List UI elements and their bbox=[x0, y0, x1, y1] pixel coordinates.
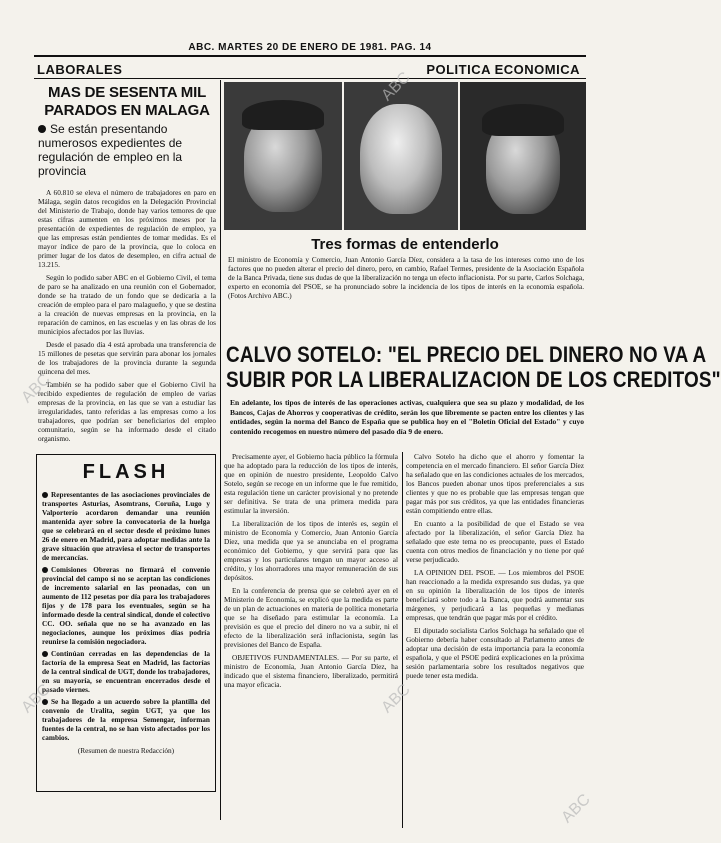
watermark: ABC bbox=[378, 69, 414, 105]
main-column-divider bbox=[402, 452, 403, 828]
photo-caption-title: Tres formas de entenderlo bbox=[311, 236, 499, 253]
flash-item: Se ha llegado a un acuerdo sobre la plantilla del convenio de Uralita, según UGT, ya que los trabajadores de la empresa Semengar, informan fuentes de la central, no se han visto afectados por los cambios. bbox=[42, 697, 210, 742]
photo-caption-body: El ministro de Economía y Comercio, Juan Antonio García Díez, considera a la tasa de los intereses como uno de los factores que no pueden alterar el precio del dinero, pero, en cambio, Rafael Termes, presidente de la Asociación Española de la Banca Privada, tiene sus dudas de que la liberalización no tenga un efecto inflacionista. Por su parte, Carlos Solchaga, experto en economía del PSOE, se ha pronunciado sobre la incidencia de los tipos de interés en la economía española. (Fotos Archivo ABC.) bbox=[228, 256, 584, 300]
watermark: ABC bbox=[558, 791, 594, 827]
paragraph: El diputado socialista Carlos Solchaga ha señalado que el Gobierno debería haber consultado al Parlamento antes de adoptar una decisión de esta importancia para la economía española, y que el PSOE pedirá explicaciones en la próxima sesión parlamentaria sobre los resultados negativos que puede tener esta medida. bbox=[406, 626, 584, 680]
flash-item: Comisiones Obreras no firmará el convenio provincial del campo si no se aceptan las condiciones de incremento salarial en las peonadas, con un aumento de 112 pesetas por día para los trabajadores fijos y de 178 para los eventuales, según se ha informado desde la central sindical, donde el colectivo CC. OO. señala que no se ha avanzado en las negociaciones, aunque los próximos días podría reunirse la comisión negociadora. bbox=[42, 565, 210, 646]
header-rule bbox=[34, 55, 586, 57]
main-headline-line1: CALVO SOTELO: "EL PRECIO DEL DINERO NO VA A bbox=[226, 342, 707, 367]
bullet-icon bbox=[38, 125, 46, 133]
flash-box bbox=[36, 454, 216, 792]
page-header: ABC. MARTES 20 DE ENERO DE 1981. PAG. 14 bbox=[188, 42, 432, 53]
main-article-col2 bbox=[406, 452, 584, 828]
photo-carlos-solchaga bbox=[460, 82, 586, 230]
flash-footer: (Resumen de nuestra Redacción) bbox=[77, 746, 175, 755]
paragraph: LA OPINION DEL PSOE. — Los miembros del PSOE han reaccionado a la medida expresando sus dudas, ya que en su opinión la liberalización de los tipos de interés beneficiará sobre todo a la Banca, que podrá aumentar sus márgenes, y perjudicará a las pequeñas y medianas empresas, que tendrán que pagar más por el crédito. bbox=[406, 568, 584, 622]
main-article-intro: En adelante, los tipos de interés de las operaciones activas, cualquiera que sea su plazo y modalidad, de los Bancos, Cajas de Ahorros y cooperativas de crédito, serán los que libremente se pacten entre los clientes y las entidades, según la norma del Banco de España que se publica hoy en el "Boletín Oficial del Estado" y cuyo contenido recogemos en nuestro número del pasado día 9 de enero. bbox=[230, 398, 584, 436]
paragraph: Desde el pasado día 4 está aprobada una transferencia de 15 millones de pesetas que servirán para abonar los jornales de los trabajadores de la provincia durante la segunda quincena del mes. bbox=[38, 340, 216, 376]
section-label-laborales: LABORALES bbox=[37, 62, 123, 77]
bullet-icon bbox=[42, 492, 48, 498]
paragraph: La liberalización de los tipos de interés es, según el ministro de Economía y Comercio, Juan Antonio García Díez, una medida que ya se anunciaba en el programa económico del Gobierno, y que servirá para que las empresas y los particulares tengan un mayor acceso al crédito, y los ahorradores una mayor remuneración de sus depósitos. bbox=[224, 519, 398, 582]
left-article-headline: MAS DE SESENTA MIL PARADOS EN MALAGA bbox=[44, 84, 210, 119]
bullet-icon bbox=[42, 651, 48, 657]
paragraph: A 60.810 se eleva el número de trabajadores en paro en Málaga, según datos recogidos en la Delegación Provincial del Ministerio de Trabajo, donde hay varios temores de que estas cifras aumenten en los próximos meses por la presentación de expedientes de regulación de empleo, ya que las empresas están pendientes de tomar medidas. Es el mayor índice de paro de la provincia, que lo coloca en primer lugar de los datos de desempleo, en cifra actual de 13.215. bbox=[38, 188, 216, 269]
main-headline-line2: SUBIR POR LA LIBERALIZACION DE LOS CREDITOS" bbox=[226, 367, 721, 392]
left-article-body bbox=[38, 188, 216, 443]
photo-garcia-diez bbox=[224, 82, 342, 230]
paragraph: OBJETIVOS FUNDAMENTALES. — Por su parte, el ministro de Economía, Juan Antonio García Díez, ha indicado que el sistema financiero, liberalizado, permitirá una mayor eficacia. bbox=[224, 653, 398, 689]
paragraph: En la conferencia de prensa que se celebró ayer en el Ministerio de Economía, se explicó que la medida es parte de un plan de actuaciones en materia de política monetaria que se ha diseñado para estimular la economía. La previsión es que el precio del dinero no va a subir, ni el efecto de la liberalización será inflacionista, según las previsiones del Banco de España. bbox=[224, 586, 398, 649]
watermark: ABC bbox=[18, 371, 54, 407]
subhead-text: Se están presentando numerosos expedientes de regulación de empleo en la provincia bbox=[38, 122, 183, 178]
flash-title: FLASH bbox=[82, 461, 170, 483]
section-label-politica-economica: POLITICA ECONOMICA bbox=[426, 62, 580, 77]
paragraph: También se ha podido saber que el Gobierno Civil ha recibido expedientes de regulación de empleo de varias empresas de la provincia, en las que se van a estudiar las irregularidades, tanto referidas a las empresas como a los trabajadores, que podrían ser beneficiarios del empleo comunitario, según se ha informado desde el citado organismo. bbox=[38, 380, 216, 443]
paragraph: En cuanto a la posibilidad de que el Estado se vea afectado por la liberalización, el señor García Díez ha señalado que este tema no es preocupante, pues el Estado cuenta con otros medios de financiación y no tiene por qué verse perjudicado. bbox=[406, 519, 584, 564]
main-article-col1 bbox=[224, 452, 398, 828]
bullet-icon bbox=[42, 567, 48, 573]
column-divider bbox=[220, 80, 221, 820]
watermark: ABC bbox=[378, 681, 414, 717]
flash-item: Continúan cerradas en las dependencias de la factoría de la empresa Seat en Madrid, las factorías de la central sindical de UGT, donde los trabajadores, en su mayoría, se encuentran encerrados desde el pasado viernes. bbox=[42, 649, 210, 694]
paragraph: Calvo Sotelo ha dicho que el ahorro y fomentar la competencia en el mercado financiero. El señor García Díez ha señalado que en las condiciones actuales de los mercados, los Bancos pueden abonar unos tipos preferenciales a sus clientes y que no es probable que las empresas tengan que pagar más por sus créditos, ya que las entidades financieras están compitiendo entre ellas. bbox=[406, 452, 584, 515]
watermark: ABC bbox=[18, 681, 54, 717]
photo-rafael-termes bbox=[344, 82, 458, 230]
left-article-subhead bbox=[38, 122, 216, 178]
paragraph: Según lo podido saber ABC en el Gobierno Civil, el tema de paro se ha analizado en una reunión con el Gobernador, donde se ha tratado de un fondo que se dedicaría a la creación de empleo para el paro malagueño, y que se destina a la creación de nuevas empresas en la provincia, en la reparación de caminos, en las escuelas y en las obras de los municipios afectados por las lluvias. bbox=[38, 273, 216, 336]
section-rule bbox=[34, 78, 586, 79]
flash-item: Representantes de las asociaciones provinciales de transportes Asturias, Asomtrans, Coruña, Lugo y Valporterío acordaron demandar una reunión mantenida ayer sobre la convocatoria de la huelga que se celebrará en el sector desde el próximo lunes 26 de enero en Madrid, para adoptar medidas ante la grave situación que atraviesa el sector de transportes de mercancías. bbox=[42, 490, 210, 562]
paragraph: Precisamente ayer, el Gobierno hacía público la fórmula que ha adoptado para la reducción de los tipos de interés, que en opinión de nuestro presidente, Leopoldo Calvo Sotelo, según se recoge en un informe que le fue remitido, esta regulación tiene un carácter provisional y no pretende ser definitiva. Se trata de una primera medida para estimular la inversión. bbox=[224, 452, 398, 515]
